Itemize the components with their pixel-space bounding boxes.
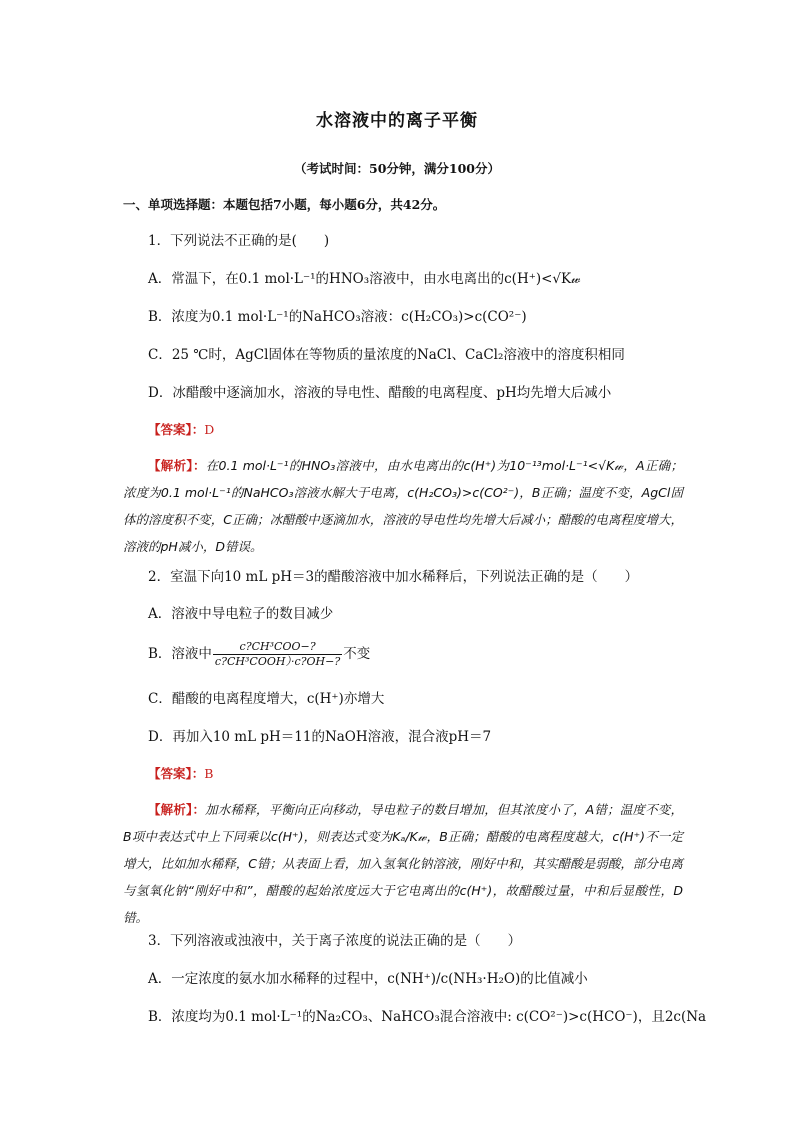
q2-option-b-prefix: B．溶液中 xyxy=(148,646,212,662)
q1-option-b: B．浓度为0.1 mol·L⁻¹的NaHCO₃溶液：c(H₂CO₃)>c(CO²⁻) xyxy=(148,309,527,325)
q2-answer xyxy=(148,765,688,783)
fraction-denominator: c?CH³COOH）·c?OH−? xyxy=(214,655,341,668)
q1-answer xyxy=(148,421,688,439)
q2-answer-value: B xyxy=(204,766,214,781)
q2-analysis xyxy=(123,796,683,931)
analysis-label: 【解析】： xyxy=(148,802,206,817)
fraction-numerator: c?CH³COO−? xyxy=(213,640,342,655)
q1-analysis xyxy=(123,452,683,560)
answer-label: 【答案】： xyxy=(148,766,205,781)
q1-answer-value: D xyxy=(204,422,215,437)
q1-stem: 1．下列说法不正确的是( ) xyxy=(148,233,330,249)
q1-option-c: C．25 ℃时，AgCl固体在等物质的量浓度的NaCl、CaCl₂溶液中的溶度积相同 xyxy=(148,347,625,363)
exam-info: （考试时间：50分钟，满分100分） xyxy=(294,161,500,176)
q2-option-d: D．再加入10 mL pH＝11的NaOH溶液，混合液pH＝7 xyxy=(148,729,492,745)
section-heading: 一、单项选择题：本题包括7小题，每小题6分，共42分。 xyxy=(123,197,446,212)
q2-option-c: C．醋酸的电离程度增大，c(H⁺)亦增大 xyxy=(148,691,385,707)
q2-option-b-fraction xyxy=(213,640,342,669)
q3-option-a: A．一定浓度的氨水加水稀释的过程中，c(NH⁺)/c(NH₃·H₂O)的比值减小 xyxy=(148,971,588,987)
q2-option-b-suffix: 不变 xyxy=(343,646,371,662)
answer-label: 【答案】： xyxy=(148,422,205,437)
q1-analysis-text: 在0.1 mol·L⁻¹的HNO₃溶液中，由水电离出的c(H⁺)为10⁻¹³mol·L⁻¹<√K𝓌，A正确；浓度为0.1 mol·L⁻¹的NaHCO₃溶液水解大于电离，c(H₂CO₃)>c(CO²⁻)，B正确；温度不变，AgCl固体的溶度积不变，C正确；冰醋酸中逐滴加水，溶液的导电性均先增大后减小；醋酸的电离程度增大，溶液的pH减小，D错误。 xyxy=(123,458,683,554)
q1-option-d: D．冰醋酸中逐滴加水，溶液的导电性、醋酸的电离程度、pH均先增大后减小 xyxy=(148,385,612,401)
q2-option-b xyxy=(148,636,688,672)
q2-option-a: A．溶液中导电粒子的数目减少 xyxy=(148,606,334,622)
q1-option-a: A．常温下，在0.1 mol·L⁻¹的HNO₃溶液中，由水电离出的c(H⁺)<√K𝓌 xyxy=(148,271,581,287)
q3-stem: 3．下列溶液或浊液中，关于离子浓度的说法正确的是（ ） xyxy=(148,933,522,949)
q2-stem: 2．室温下向10 mL pH＝3的醋酸溶液中加水稀释后，下列说法正确的是（ ） xyxy=(148,569,639,585)
q2-analysis-text: 加水稀释，平衡向正向移动，导电粒子的数目增加，但其浓度小了，A错；温度不变，B项中表达式中上下同乘以c(H⁺)，则表达式变为Kₐ/K𝓌，B正确；醋酸的电离程度越大，c(H⁺)不一定增大，比如加水稀释，C错；从表面上看，加入氢氧化钠溶液，刚好中和，其实醋酸是弱酸，部分电离与氢氧化钠“刚好中和”，醋酸的起始浓度远大于它电离出的c(H⁺)，故醋酸过量，中和后显酸性，D错。 xyxy=(123,802,683,925)
analysis-label: 【解析】： xyxy=(148,458,206,473)
q3-option-b: B．浓度均为0.1 mol·L⁻¹的Na₂CO₃、NaHCO₃混合溶液中: c(CO²⁻)>c(HCO⁻)，且2c(Na xyxy=(148,1009,707,1025)
document-title: 水溶液中的离子平衡 xyxy=(316,111,478,131)
